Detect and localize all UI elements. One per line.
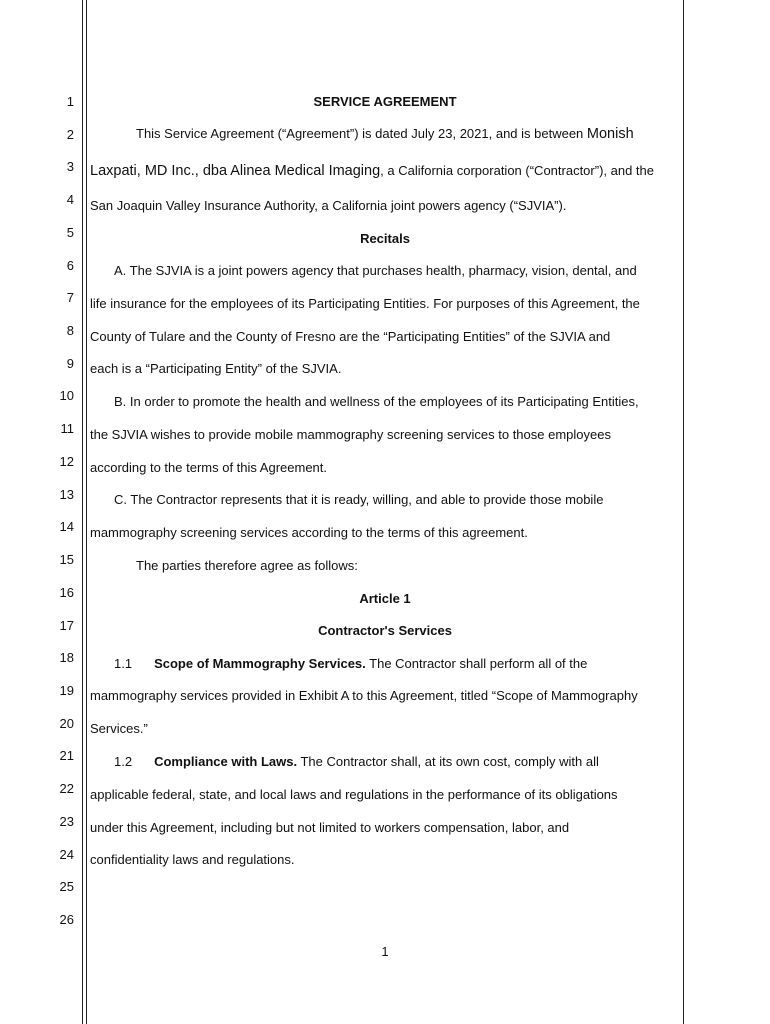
article-subheading: Contractor's Services bbox=[318, 623, 452, 638]
recital-c-line-2: mammography screening services according to the terms of this agreement. bbox=[90, 525, 528, 540]
line-number: 13 bbox=[59, 487, 74, 502]
line-number: 16 bbox=[59, 585, 74, 600]
line-number: 4 bbox=[66, 192, 74, 207]
line-number: 5 bbox=[66, 225, 74, 240]
recital-a-line-2: life insurance for the employees of its Participating Entities. For purposes of this Agreement, the bbox=[90, 296, 640, 311]
recital-a-line-3: County of Tulare and the County of Fresno are the “Participating Entities” of the SJVIA and bbox=[90, 329, 611, 344]
section-text: The Contractor shall perform all of the bbox=[365, 656, 588, 671]
line-number: 25 bbox=[59, 879, 74, 894]
section-number: 1.2 bbox=[114, 754, 133, 769]
line-number: 19 bbox=[59, 683, 74, 698]
line-number: 20 bbox=[59, 716, 74, 731]
recital-b-line-2: the SJVIA wishes to provide mobile mammography screening services to those employees bbox=[90, 427, 611, 442]
section-1-1-line-3: Services.” bbox=[90, 721, 148, 736]
contractor-name-part2: Laxpati, MD Inc., dba Alinea Medical Imaging bbox=[90, 163, 381, 179]
section-1-2-line-4: confidentiality laws and regulations. bbox=[90, 852, 295, 867]
line-number: 14 bbox=[59, 519, 74, 534]
line-number: 18 bbox=[59, 650, 74, 665]
right-margin-line bbox=[683, 0, 684, 1024]
intro-line-4: San Joaquin Valley Insurance Authority, a California joint powers agency (“SJVIA”). bbox=[90, 198, 567, 213]
intro-text: , a California corporation (“Contractor”), and the bbox=[380, 163, 655, 178]
page-number: 1 bbox=[381, 944, 389, 959]
section-title: Compliance with Laws. bbox=[154, 754, 298, 769]
recitals-heading: Recitals bbox=[360, 231, 410, 246]
recital-a-line-1: A. The SJVIA is a joint powers agency that purchases health, pharmacy, vision, dental, and bbox=[114, 263, 637, 278]
section-number: 1.1 bbox=[114, 656, 133, 671]
line-number: 1 bbox=[66, 94, 74, 109]
line-number: 21 bbox=[59, 748, 74, 763]
line-number: 2 bbox=[66, 127, 74, 142]
line-number: 24 bbox=[59, 847, 74, 862]
section-text: The Contractor shall, at its own cost, comply with all bbox=[297, 754, 599, 769]
section-1-1-line-1 bbox=[90, 656, 680, 672]
line-number: 11 bbox=[60, 421, 74, 436]
line-number: 9 bbox=[66, 356, 74, 371]
contractor-name-part1: Monish bbox=[586, 126, 634, 142]
recital-c-line-1: C. The Contractor represents that it is ready, willing, and able to provide those mobile bbox=[114, 492, 604, 507]
section-1-2-line-3: under this Agreement, including but not limited to workers compensation, labor, and bbox=[90, 820, 570, 835]
line-number: 3 bbox=[66, 159, 74, 174]
recital-a-line-4: each is a “Participating Entity” of the SJVIA. bbox=[90, 361, 342, 376]
section-1-1-line-2: mammography services provided in Exhibit A to this Agreement, titled “Scope of Mammography bbox=[90, 688, 638, 703]
recital-b-line-3: according to the terms of this Agreement. bbox=[90, 460, 328, 475]
line-number: 23 bbox=[59, 814, 74, 829]
line-number: 17 bbox=[59, 618, 74, 633]
recital-b-line-1: B. In order to promote the health and wellness of the employees of its Participating Entities, bbox=[114, 394, 639, 409]
intro-text: This Service Agreement (“Agreement”) is dated July 23, 2021, and is between bbox=[136, 126, 587, 141]
line-number: 22 bbox=[59, 781, 74, 796]
line-number: 10 bbox=[59, 388, 74, 403]
section-1-2-line-1 bbox=[90, 754, 680, 770]
section-1-2-line-2: applicable federal, state, and local laws and regulations in the performance of its obligations bbox=[90, 787, 618, 802]
document-title: SERVICE AGREEMENT bbox=[313, 94, 457, 109]
agree-line: The parties therefore agree as follows: bbox=[136, 558, 358, 573]
article-heading: Article 1 bbox=[359, 591, 411, 606]
line-number: 8 bbox=[66, 323, 74, 338]
left-margin-line-outer bbox=[82, 0, 83, 1024]
line-number: 12 bbox=[59, 454, 74, 469]
line-number: 26 bbox=[59, 912, 74, 927]
line-number: 15 bbox=[59, 552, 74, 567]
intro-line-3 bbox=[90, 163, 680, 179]
section-title: Scope of Mammography Services. bbox=[154, 656, 366, 671]
left-margin-line-inner bbox=[86, 0, 87, 1024]
line-number: 7 bbox=[66, 290, 74, 305]
intro-line-2 bbox=[90, 126, 680, 142]
line-number: 6 bbox=[66, 258, 74, 273]
